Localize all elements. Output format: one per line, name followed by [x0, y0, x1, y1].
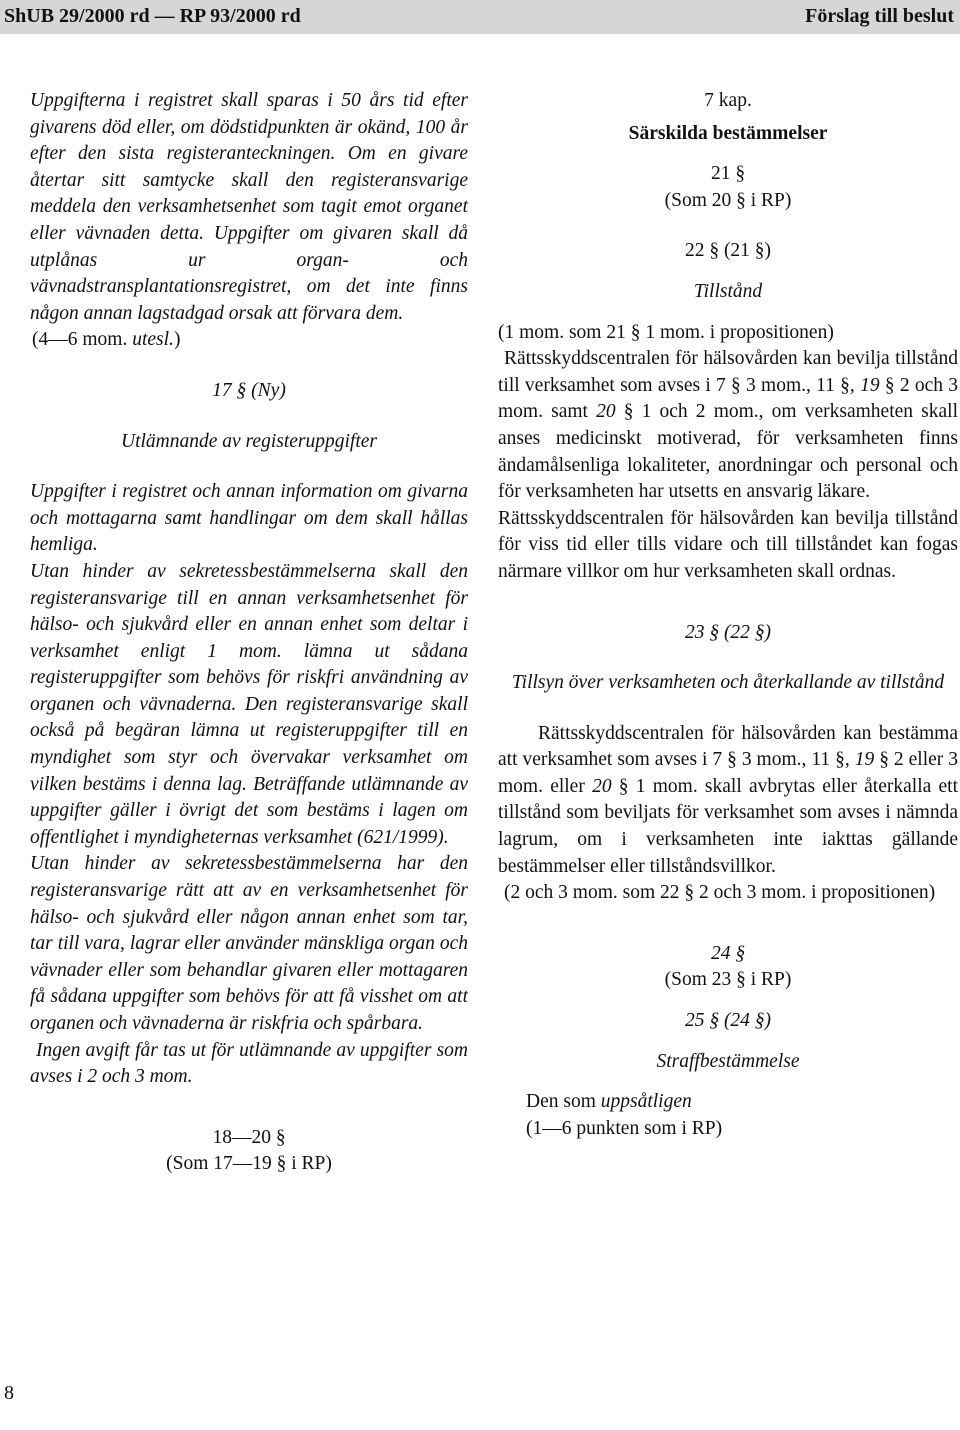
- section-23-note: (2 och 3 mom. som 22 § 2 och 3 mom. i propositionen): [504, 882, 936, 904]
- section-17-heading: 17 § (Ny): [212, 379, 286, 401]
- paragraph-secrecy: Uppgifter i registret och annan information om givarna och mottagarna samt handlingar om dem skall hållas hemliga.: [30, 481, 468, 556]
- left-column: [30, 88, 468, 1178]
- section-25-title: Straffbestämmelse: [656, 1050, 800, 1072]
- header-section-label: Förslag till beslut: [805, 5, 954, 27]
- section-22-paragraph-2: Rättsskyddscentralen för hälsovården kan bevilja tillstånd för viss tid eller tills vidare och till tillståndet kan fogas närmare villkor om hur verksamheten skall ordnas.: [498, 507, 958, 582]
- section-22-paragraph-1: Rättsskyddscentralen för hälsovården kan bevilja tillstånd till verksamhet som avses i 7 § 3 mom., 11 §, 19 § 2 och 3 mom. samt 20 § 1 och 2 mom., om verksamheten skall anses medicinskt motiverad, för verksamheten finns ändamålsenliga lokaliteter, anordningar och personal och för verksamheten har utsetts en ansvarig läkare.: [498, 348, 959, 503]
- section-18-20-heading: 18—20 §: [212, 1126, 286, 1148]
- page-header: [0, 0, 960, 34]
- section-23-paragraph: Rättsskyddscentralen för hälsovården kan bestämma att verksamhet som avses i 7 § 3 mom., 11 §, 19 § 2 eller 3 mom. eller 20 § 1 mom. skall avbrytas eller återkalla ett tillstånd som beviljats för verksamhet som avses i nämnda lagrum, om i verksamheten inte iakttas gällande bestämmelser eller tillståndsvillkor.: [498, 722, 958, 877]
- chapter-number: 7 kap.: [704, 90, 752, 111]
- section-22-heading: 22 § (21 §): [684, 240, 772, 262]
- chapter-title: Särskilda bestämmelser: [628, 122, 828, 144]
- page-number: 8: [4, 1382, 14, 1404]
- section-25-note: (1—6 punkten som i RP): [526, 1117, 723, 1139]
- section-22-title: Tillstånd: [693, 280, 763, 302]
- section-24-heading: 24 §: [710, 942, 746, 964]
- section-24-note: (Som 23 § i RP): [664, 969, 792, 991]
- section-22-note: (1 mom. som 21 § 1 mom. i propositionen): [498, 321, 834, 343]
- section-18-20-note: (Som 17—19 § i RP): [166, 1153, 332, 1175]
- section-23-heading: 23 § (22 §): [684, 621, 772, 643]
- mom-note: (4—6 mom. utesl.): [32, 329, 181, 351]
- paragraph-register-retention: Uppgifterna i registret skall sparas i 50 års tid efter givarens död eller, om dödstidpunkten är okänd, 100 år efter den sista registeranteckningen. Om en givare återtar sitt samtycke skall den registeransvarige meddela den verksamhetsenhet som tagit emot organet eller vävnaden detta. Uppgifter om givaren skall då utplånas ur organ- och vävnadstransplantationsregistret, om det inte finns någon annan lagstadgad orsak att förvara dem.: [30, 90, 468, 324]
- right-column: [498, 88, 958, 1142]
- paragraph-no-fee: Ingen avgift får tas ut för utlämnande av uppgifter som avses i 2 och 3 mom.: [30, 1039, 468, 1088]
- section-25-heading: 25 § (24 §): [684, 1010, 772, 1032]
- section-25-paragraph: Den som uppsåtligen: [526, 1091, 692, 1113]
- header-document-id: ShUB 29/2000 rd — RP 93/2000 rd: [4, 5, 301, 27]
- section-21-heading: 21 §: [710, 163, 746, 185]
- section-21-note: (Som 20 § i RP): [664, 189, 792, 211]
- paragraph-right-to-obtain: Utan hinder av sekretessbestämmelserna har den registeransvarige rätt att av en verksamhetsenhet för hälso- och sjukvård eller någon annan enhet som tar, tar till vara, lagrar eller använder mänskliga organ och vävnader eller som behandlar givaren eller mottagaren få sådana uppgifter som behövs för att få visshet om att organen och vävnaderna är riskfria och spårbara.: [30, 853, 468, 1034]
- section-17-title: Utlämnande av registeruppgifter: [121, 430, 377, 452]
- paragraph-disclosure: Utan hinder av sekretessbestämmelserna skall den registeransvarige till en annan verksamhetsenhet för hälso- och sjukvård eller en annan enhet som deltar i verksamhet enligt 1 mom. lämna ut sådana registeruppgifter som behövs för riskfri användning av organen och vävnaderna. Den registeransvarige skall också på begäran lämna ut registeruppgifter till en myndighet som styr och övervakar verksamhet om vilken bestäms i denna lag. Beträffande utlämnande av uppgifter gäller i övrigt det som bestäms i lagen om offentlighet i myndigheternas verksamhet (621/1999).: [30, 560, 468, 848]
- section-23-title: Tillsyn över verksamheten och återkallande av tillstånd: [511, 672, 945, 694]
